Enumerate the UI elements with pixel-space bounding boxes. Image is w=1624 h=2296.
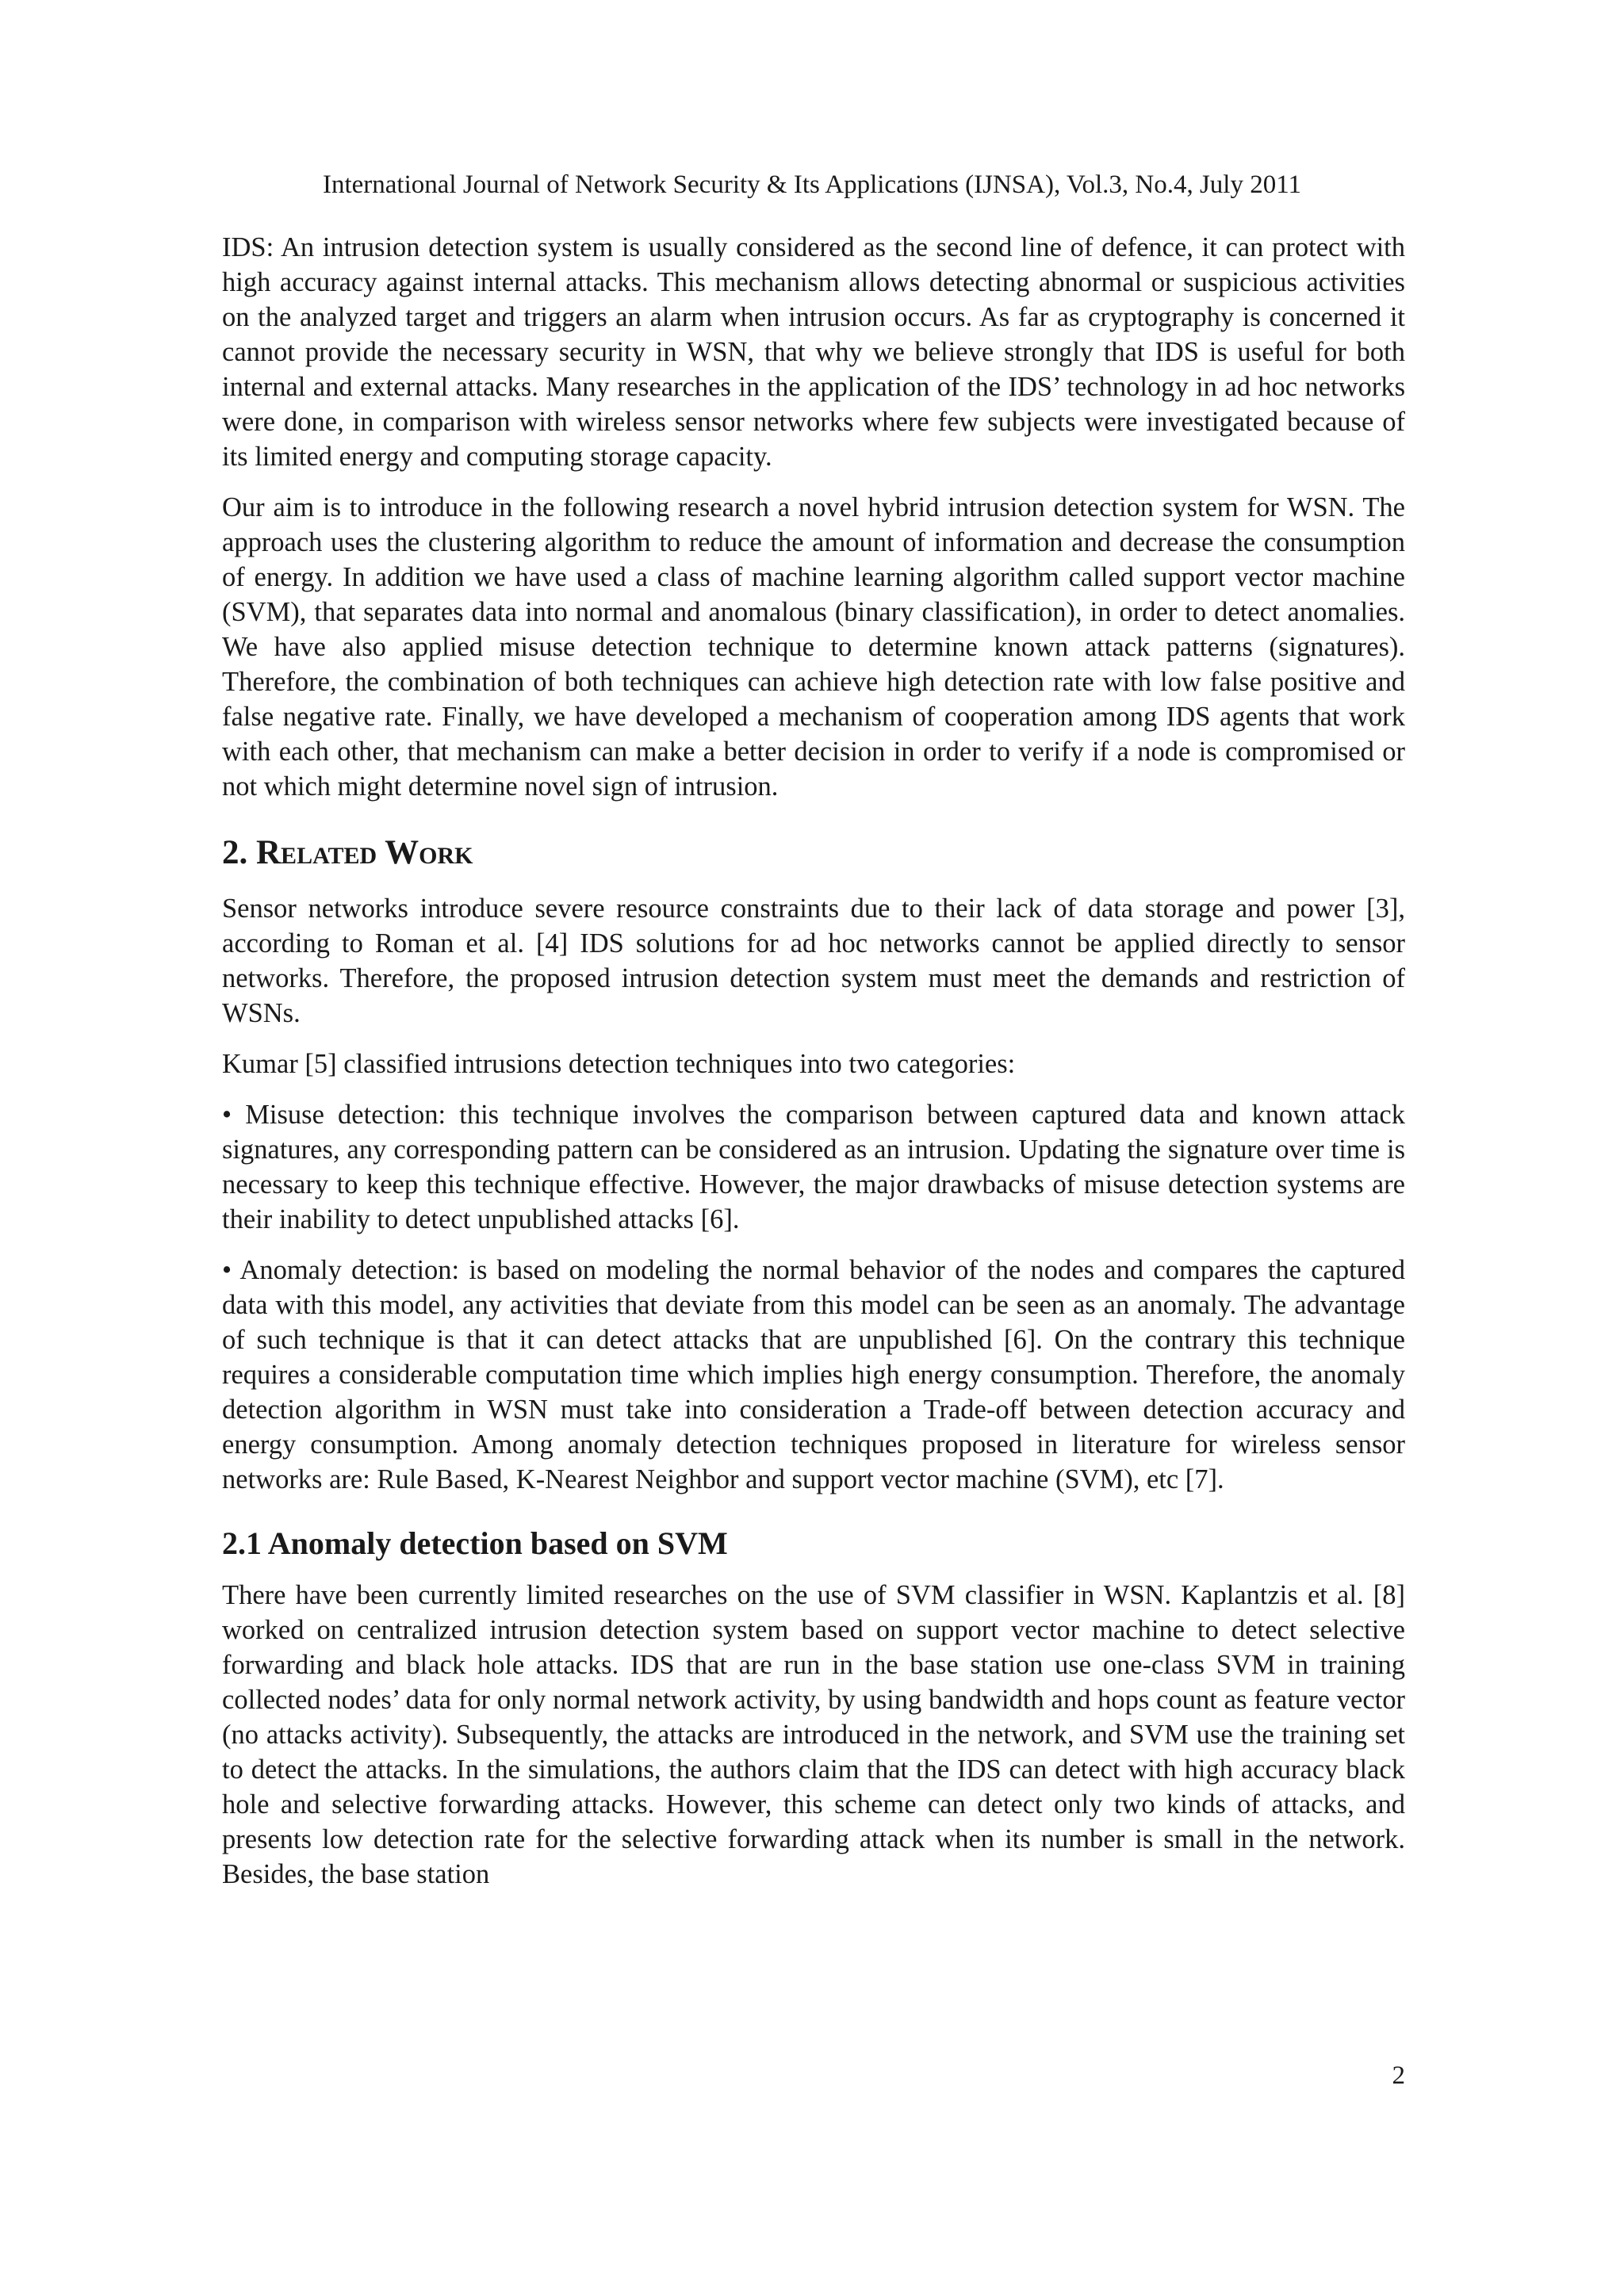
related-work-paragraph: Sensor networks introduce severe resource constraints due to their lack of data storage and power [3], according to Roman et al. [4] IDS solutions for ad hoc networks cannot be applied directly to sensor networks. Therefore, the proposed intrusion detection system must meet the demands and restriction of WSNs. xyxy=(222,894,1405,1028)
intro-paragraph-aim: Our aim is to introduce in the following research a novel hybrid intrusion detection system for WSN. The approach uses the clustering algorithm to reduce the amount of information and decrease the consumption of energy. In addition we have used a class of machine learning algorithm called support vector machine (SVM), that separates data into normal and anomalous (binary classification), in order to detect anomalies. We have also applied misuse detection technique to determine known attack patterns (signatures). Therefore, the combination of both techniques can achieve high detection rate with low false positive and false negative rate. Finally, we have developed a mechanism of cooperation among IDS agents that work with each other, that mechanism can make a better decision in order to verify if a node is compromised or not which might determine novel sign of intrusion. xyxy=(222,492,1405,802)
page-number: 2 xyxy=(1392,2061,1405,2090)
section-title: Related Work xyxy=(256,834,473,871)
intro-paragraph-ids: IDS: An intrusion detection system is usually considered as the second line of defence, it can protect with high accuracy against internal attacks. This mechanism allows detecting abnormal or suspicious activities on the analyzed target and triggers an alarm when intrusion occurs. As far as cryptography is concerned it cannot provide the necessary security in WSN, that why we believe strongly that IDS is useful for both internal and external attacks. Many researches in the application of the IDS’ technology in ad hoc networks were done, in comparison with wireless sensor networks where few subjects were investigated because of its limited energy and computing storage capacity. xyxy=(222,232,1405,472)
section-number: 2. xyxy=(222,834,248,871)
anomaly-detection-bullet: • Anomaly detection: is based on modeling the normal behavior of the nodes and compares the captured data with this model, any activities that deviate from this model can be seen as an anomaly. The advantage of such technique is that it can detect attacks that are unpublished [6]. On the contrary this technique requires a considerable computation time which implies high energy consumption. Therefore, the anomaly detection algorithm in WSN must take into consideration a Trade-off between detection accuracy and energy consumption. Among anomaly detection techniques proposed in literature for wireless sensor networks are: Rule Based, K-Nearest Neighbor and support vector machine (SVM), etc [7]. xyxy=(222,1255,1405,1494)
page-body xyxy=(222,230,1405,1908)
section-heading-related-work xyxy=(222,832,1405,874)
svm-paragraph: There have been currently limited researches on the use of SVM classifier in WSN. Kaplantzis et al. [8] worked on centralized intrusion detection system based on support vector machine to detect selective forwarding and black hole attacks. IDS that are run in the base station use one-class SVM in training collected nodes’ data for only normal network activity, by using bandwidth and hops count as feature vector (no attacks activity). Subsequently, the attacks are introduced in the network, and SVM use the training set to detect the attacks. In the simulations, the authors claim that the IDS can detect with high accuracy black hole and selective forwarding attacks. However, this scheme can detect only two kinds of attacks, and presents low detection rate for the selective forwarding attack when its number is small in the network. Besides, the base station xyxy=(222,1580,1405,1889)
related-work-paragraph: Kumar [5] classified intrusions detection techniques into two categories: xyxy=(222,1049,1016,1079)
subsection-heading-svm: 2.1 Anomaly detection based on SVM xyxy=(222,1525,728,1561)
running-header: International Journal of Network Security & Its Applications (IJNSA), Vol.3, No.4, July 2011 xyxy=(322,170,1301,199)
misuse-detection-bullet: • Misuse detection: this technique involves the comparison between captured data and known attack signatures, any corresponding pattern can be considered as an intrusion. Updating the signature over time is necessary to keep this technique effective. However, the major drawbacks of misuse detection systems are their inability to detect unpublished attacks [6]. xyxy=(222,1100,1405,1234)
